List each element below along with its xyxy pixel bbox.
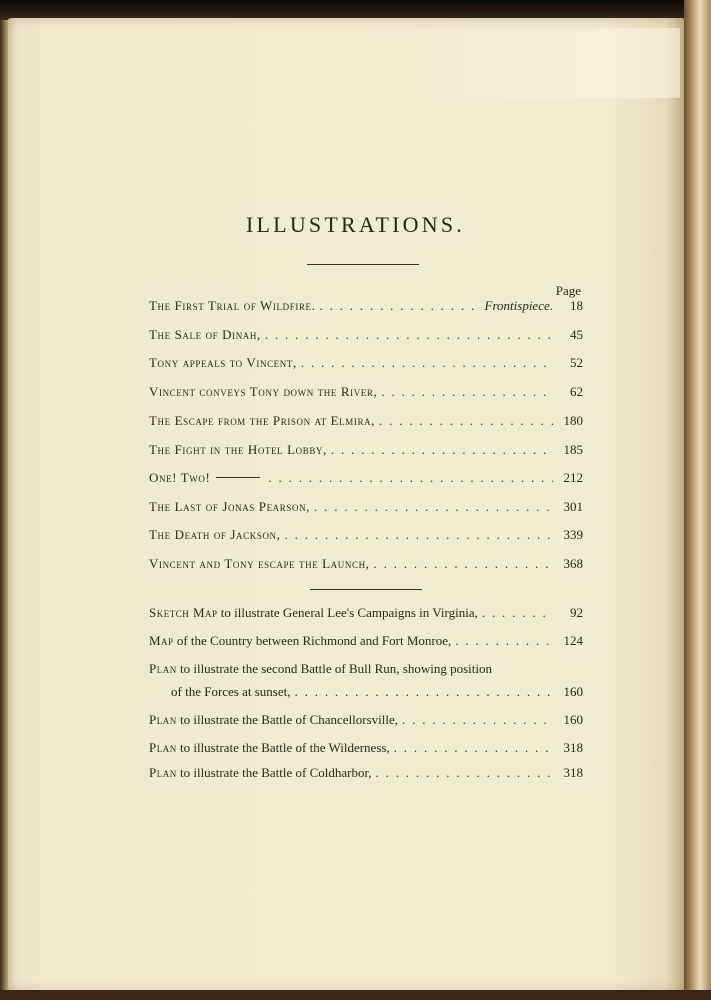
list-item [149, 740, 583, 760]
list-item [149, 527, 583, 547]
map-text: to illustrate General Lee's Campaigns in Virginia, [220, 605, 478, 620]
leader-dots [291, 684, 553, 700]
leader-dots [315, 298, 480, 314]
leader-dots [281, 527, 554, 543]
leader-dots [398, 712, 553, 728]
map-text-continued: of the Forces at sunset, [171, 684, 291, 699]
leader-dots [377, 384, 553, 400]
illustration-title: The First Trial of Wildfire. [149, 298, 316, 313]
page-number: 212 [563, 470, 583, 485]
leader-dots [297, 355, 553, 371]
illustration-title: Vincent and Tony escape the Launch, [149, 556, 370, 571]
illustration-title: One! Two! [149, 470, 211, 485]
page-number: 18 [570, 298, 583, 313]
list-item [149, 633, 583, 653]
map-lead: Sketch Map [149, 605, 218, 620]
page-highlight [380, 28, 680, 98]
list-item [149, 470, 583, 490]
map-lead: Map [149, 633, 174, 648]
map-text: of the Country between Richmond and Fort Monroe, [176, 633, 452, 648]
leader-dots [375, 413, 553, 429]
leader-dots [370, 556, 553, 572]
list-item [149, 712, 583, 732]
map-text: to illustrate the second Battle of Bull Run, showing position [179, 661, 492, 676]
illustration-title: Tony appeals to Vincent, [149, 355, 297, 370]
leader-dots [264, 470, 553, 486]
book-bottom-edge [0, 990, 711, 1000]
list-item [149, 327, 583, 347]
leader-dots [310, 499, 553, 515]
map-text: to illustrate the Battle of Coldharbor, [179, 765, 372, 780]
page-number: 185 [563, 442, 583, 457]
list-item [149, 556, 583, 576]
page-number: 124 [563, 633, 583, 648]
page-title: ILLUSTRATIONS. [246, 212, 465, 237]
leader-dots [327, 442, 553, 458]
leader-dots [478, 605, 553, 621]
list-item [149, 605, 583, 625]
list-item [149, 499, 583, 519]
list-item-continuation [171, 684, 583, 704]
page-number: 160 [563, 712, 583, 727]
list-item [149, 661, 583, 681]
list-item [149, 442, 583, 462]
illustration-ref: Frontispiece. [484, 298, 553, 313]
map-text: to illustrate the Battle of the Wilderness, [179, 740, 390, 755]
page-number: 180 [563, 413, 583, 428]
page-number: 318 [563, 740, 583, 755]
leader-dots [372, 765, 553, 781]
map-text: to illustrate the Battle of Chancellorsville, [179, 712, 399, 727]
illustration-title: The Escape from the Prison at Elmira, [149, 413, 376, 428]
section-rule [310, 589, 422, 590]
em-dash-rule [216, 477, 260, 478]
map-lead: Plan [149, 765, 177, 780]
leader-dots [390, 740, 553, 756]
list-item [149, 355, 583, 375]
page-number: 62 [570, 384, 583, 399]
illustration-title: The Sale of Dinah, [149, 327, 261, 342]
list-item [149, 298, 583, 318]
map-lead: Plan [149, 740, 177, 755]
page-number: 92 [570, 605, 583, 620]
leader-dots [261, 327, 553, 343]
page-number: 318 [563, 765, 583, 780]
illustration-title: The Last of Jonas Pearson, [149, 499, 311, 514]
page-number: 339 [563, 527, 583, 542]
list-item [149, 765, 583, 785]
page-number: 52 [570, 355, 583, 370]
map-lead: Plan [149, 661, 177, 676]
illustration-title: The Fight in the Hotel Lobby, [149, 442, 327, 457]
page-number: 160 [563, 684, 583, 699]
list-item [149, 384, 583, 404]
book-cover-edge [684, 0, 711, 1000]
map-lead: Plan [149, 712, 177, 727]
book-left-edge [0, 20, 8, 995]
page-number: 45 [570, 327, 583, 342]
page-number: 368 [563, 556, 583, 571]
page-number: 301 [563, 499, 583, 514]
illustration-title: The Death of Jackson, [149, 527, 281, 542]
list-item [149, 413, 583, 433]
page-column-label: Page [555, 283, 581, 298]
title-rule [307, 264, 419, 265]
leader-dots [451, 633, 553, 649]
illustration-title: Vincent conveys Tony down the River, [149, 384, 378, 399]
